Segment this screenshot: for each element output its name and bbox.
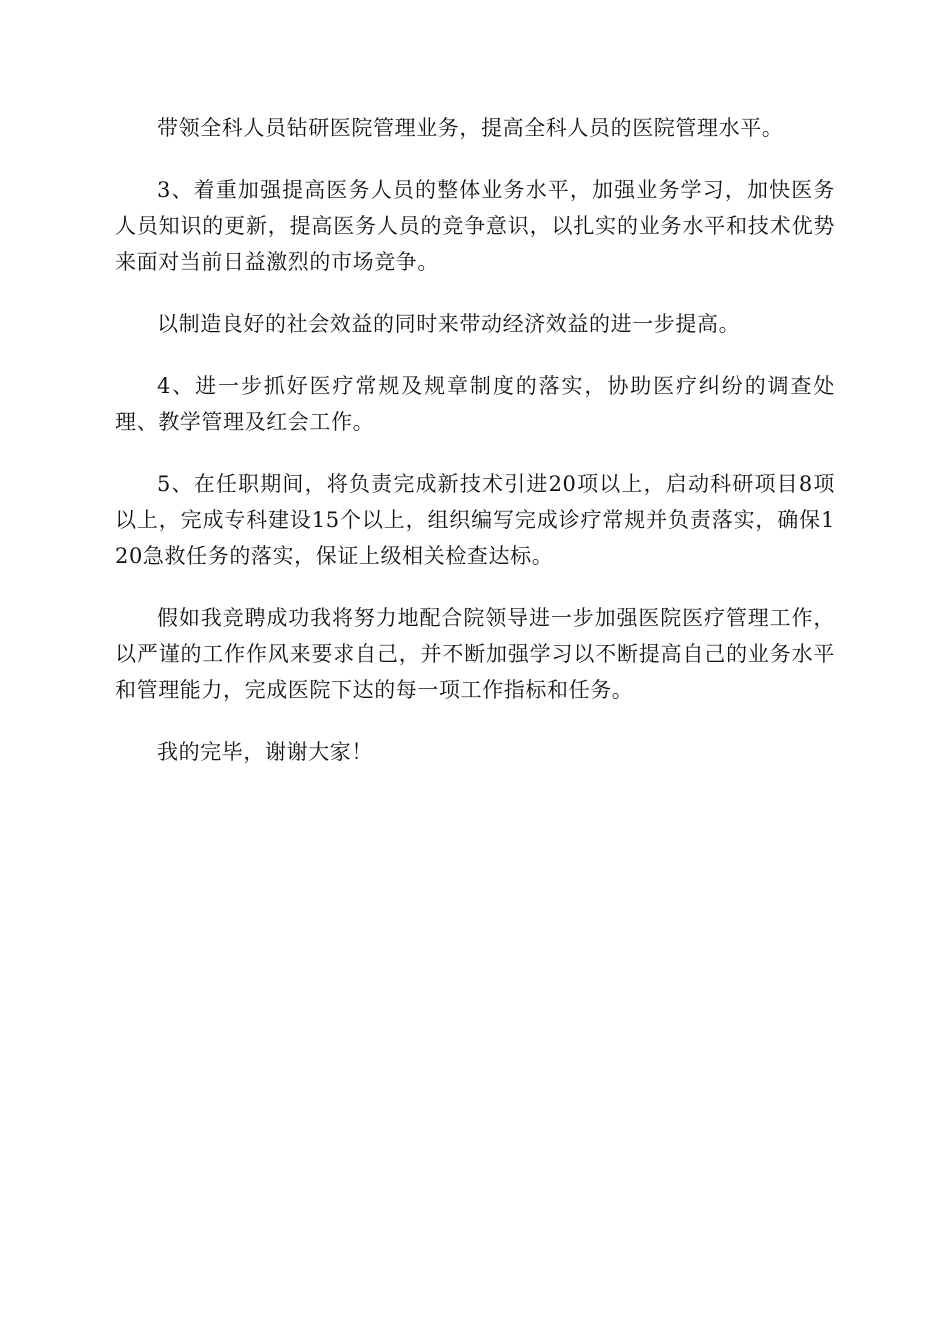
paragraph-1: 带领全科人员钻研医院管理业务，提高全科人员的医院管理水平。 (157, 116, 784, 140)
document-body (115, 110, 835, 796)
paragraph-2: 3、着重加强提高医务人员的整体业务水平，加强业务学习，加快医务人员知识的更新，提高医务人员的竞争意识，以扎实的业务水平和技术优势来面对当前日益激烈的市场竞争。 (115, 178, 835, 274)
paragraph-4: 4、进一步抓好医疗常规及规章制度的落实，协助医疗纠纷的调查处理、教学管理及红会工作。 (115, 374, 835, 434)
paragraph-6: 假如我竞聘成功我将努力地配合院领导进一步加强医院医疗管理工作，以严谨的工作作风来要求自己，并不断加强学习以不断提高自己的业务水平和管理能力，完成医院下达的每一项工作指标和任务。 (115, 606, 835, 702)
paragraph-5: 5、在任职期间，将负责完成新技术引进20项以上，启动科研项目8项以上，完成专科建设15个以上，组织编写完成诊疗常规并负责落实，确保120急救任务的落实，保证上级相关检查达标。 (115, 472, 835, 568)
paragraph-7: 我的完毕，谢谢大家！ (157, 740, 373, 764)
paragraph-3: 以制造良好的社会效益的同时来带动经济效益的进一步提高。 (157, 312, 741, 336)
